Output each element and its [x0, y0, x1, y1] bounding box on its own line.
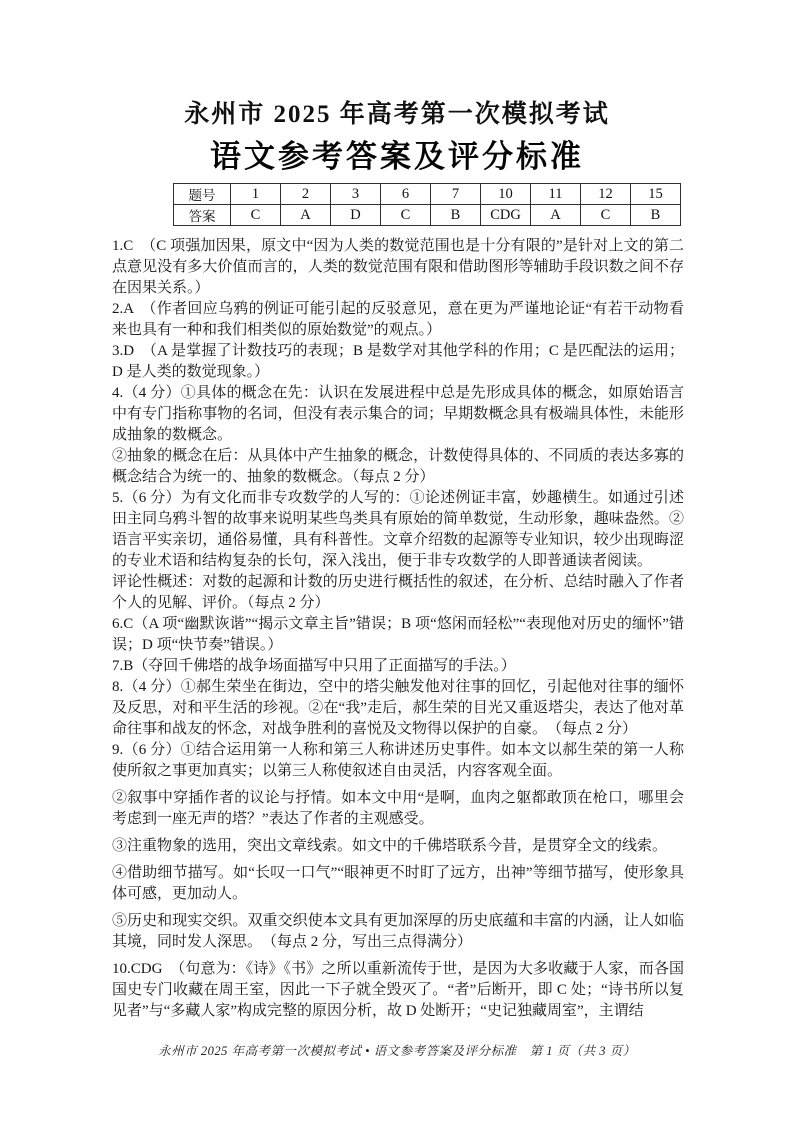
page-footer: 永州市 2025 年高考第一次模拟考试 • 语文参考答案及评分标准 第 1 页（共 3 页）	[158, 1044, 636, 1058]
answer-cell: A	[531, 205, 581, 226]
multiple-choice-answer-table	[173, 183, 681, 226]
question-row-label: 题号	[174, 184, 231, 205]
answer-cell: C	[381, 205, 431, 226]
answer-paragraph-q9-point2: ②叙事中穿插作者的议论与抒情。如本文中用“是啊，血肉之躯都敢顶在枪口，哪里会考虑到一座无声的塔？”表达了作者的主观感受。	[112, 790, 684, 827]
answer-paragraph-q5: 5.（6 分）为有文化而非专攻数学的人写的：①论述例证丰富，妙趣横生。如通过引述田主同乌鸦斗智的故事来说明某些鸟类具有原始的简单数觉，生动形象，趣味盎然。②语言平实亲切，通俗易懂，具有科普性。文章介绍数的起源等专业知识，较少出现晦涩的专业术语和结构复杂的长句，深入浅出，便于非专攻数学的人即普通读者阅读。	[112, 490, 684, 569]
answer-paragraph-q7: 7.B（夺回千佛塔的战争场面描写中只用了正面描写的手法。）	[112, 658, 516, 674]
answer-cell: D	[331, 205, 381, 226]
answer-cell: CDG	[481, 205, 531, 226]
answer-cell: B	[431, 205, 481, 226]
question-number-cell: 7	[431, 184, 481, 205]
answer-cell: A	[281, 205, 331, 226]
answer-cell: B	[631, 205, 681, 226]
answer-explanations	[112, 236, 684, 1022]
question-number-cell: 2	[281, 184, 331, 205]
answer-paragraph-q4-point2: ②抽象的概念在后：从具体中产生抽象的概念，计数使得具体的、不同质的表达多寡的概念结合为统一的、抽象的数概念。（每点 2 分）	[112, 448, 684, 485]
answer-paragraph-q9-point3: ③注重物象的选用，突出文章线索。如文中的千佛塔联系今昔，是贯穿全文的线索。	[112, 838, 668, 854]
question-number-cell: 12	[581, 184, 631, 205]
exam-title: 永州市 2025 年高考第一次模拟考试	[184, 101, 610, 128]
question-number-cell: 1	[231, 184, 281, 205]
question-number-cell: 11	[531, 184, 581, 205]
answer-cell: C	[581, 205, 631, 226]
answer-paragraph-q3: 3.D （A 是掌握了计数技巧的表现；B 是数学对其他学科的作用；C 是匹配法的运用；D 是人类的数觉现象。）	[112, 343, 684, 380]
question-number-cell: 15	[631, 184, 681, 205]
answer-paragraph-q4-point1: 4.（4 分）①具体的概念在先：认识在发展进程中总是先形成具体的概念，如原始语言中有专门指称事物的名词，但没有表示集合的词；早期数概念具有极端具体性，未能形成抽象的数概念。	[112, 385, 684, 443]
answer-paragraph-q9-point1: 9.（6 分）①结合运用第一人称和第三人称讲述历史事件。如本文以郝生荣的第一人称使所叙之事更加真实；以第三人称使叙述自由灵活，内容客观全面。	[112, 742, 684, 779]
answer-paragraph-q6: 6.C（A 项“幽默诙谐”“揭示文章主旨”错误；B 项“悠闲而轻松”“表现他对历史的缅怀”错误；D 项“快节奏”错误。）	[112, 616, 684, 653]
answer-paragraph-q8: 8.（4 分）①郝生荣坐在街边，空中的塔尖触发他对往事的回忆，引起他对往事的缅怀及反思，对和平生活的珍视。②在“我”走后，郝生荣的目光又重返塔尖，表达了他对革命往事和战友的怀念，对战争胜利的喜悦及文物得以保护的自豪。 （每点 2 分）	[112, 679, 684, 737]
answer-paragraph-q2: 2.A （作者回应乌鸦的例证可能引起的反驳意见，意在更为严谨地论证“有若干动物看来也具有一种和我们相类似的原始数觉”的观点。）	[112, 301, 684, 338]
answer-paragraph-q1: 1.C （C 项强加因果，原文中“因为人类的数觉范围也是十分有限的”是针对上文的第二点意见没有多大价值而言的，人类的数觉范围有限和借助图形等辅助手段识数之间不存在因果关系。）	[112, 238, 684, 296]
question-number-row	[174, 184, 681, 205]
answer-row-label: 答案	[174, 205, 231, 226]
answer-cell: C	[231, 205, 281, 226]
question-number-cell: 10	[481, 184, 531, 205]
answer-paragraph-q5-summary: 评论性概述：对数的起源和计数的历史进行概括性的叙述，在分析、总结时融入了作者个人的见解、评价。（每点 2 分）	[112, 574, 684, 611]
question-number-cell: 3	[331, 184, 381, 205]
answer-paragraph-q9-point4: ④借助细节描写。如“长叹一口气”“眼神更不时盯了远方，出神”等细节描写，使形象具体可感，更加动人。	[112, 865, 684, 902]
answer-paragraph-q9-point5: ⑤历史和现实交织。双重交织使本文具有更加深厚的历史底蕴和丰富的内涵，让人如临其境，同时发人深思。 （每点 2 分，写出三点得满分）	[112, 913, 684, 950]
answer-paragraph-q10: 10.CDG （句意为：《诗》《书》之所以重新流传于世，是因为大多收藏于人家，而各国国史专门收藏在周王室，因此一下子就全毁灭了。“者”后断开，即 C 处；“诗书所以复见者”与“多藏人家”构成完整的原因分析，故 D 处断开；“史记独藏周室”，主谓结	[112, 961, 684, 1019]
answer-key-subtitle: 语文参考答案及评分标准	[210, 139, 584, 174]
question-number-cell: 6	[381, 184, 431, 205]
answer-row	[174, 205, 681, 226]
